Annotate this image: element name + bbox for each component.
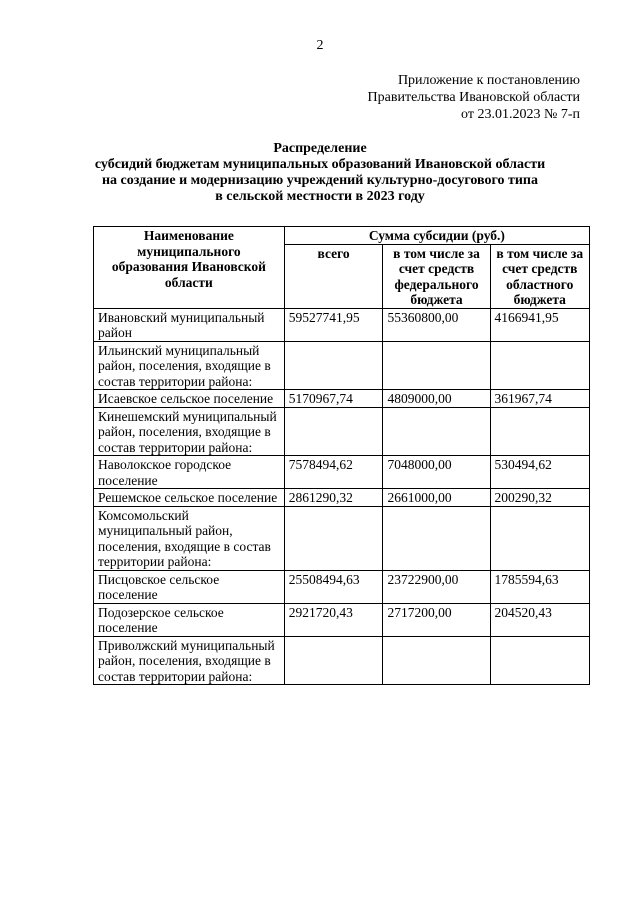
- cell-federal: [383, 506, 490, 570]
- cell-total: 2861290,32: [284, 489, 383, 507]
- cell-total: 7578494,62: [284, 456, 383, 489]
- appendix-reference: [368, 72, 580, 123]
- table-row: [94, 603, 590, 636]
- cell-regional: 530494,62: [490, 456, 589, 489]
- cell-regional: 4166941,95: [490, 308, 589, 341]
- appendix-line-2: Правительства Ивановской области: [367, 90, 580, 105]
- header-federal: в том числе за счет средств федерального бюджета: [383, 244, 490, 308]
- document-title: [60, 141, 580, 205]
- cell-name: Наволокское городское поселение: [94, 456, 285, 489]
- cell-total: [284, 407, 383, 456]
- title-line-2: субсидий бюджетам муниципальных образований Ивановской области: [94, 157, 546, 172]
- cell-federal: 7048000,00: [383, 456, 490, 489]
- cell-total: [284, 341, 383, 390]
- table-row: [94, 308, 590, 341]
- cell-regional: 361967,74: [490, 390, 589, 408]
- header-total: всего: [284, 244, 383, 308]
- table-row: [94, 341, 590, 390]
- appendix-line-3: от 23.01.2023 № 7-п: [461, 107, 580, 122]
- cell-total: 25508494,63: [284, 570, 383, 603]
- table-row: [94, 489, 590, 507]
- subsidy-table: [93, 226, 590, 685]
- cell-federal: [383, 407, 490, 456]
- cell-regional: [490, 407, 589, 456]
- cell-regional: 200290,32: [490, 489, 589, 507]
- cell-name: Приволжский муниципальный район, поселения, входящие в состав территории района:: [94, 636, 285, 685]
- cell-federal: 2661000,00: [383, 489, 490, 507]
- cell-federal: 23722900,00: [383, 570, 490, 603]
- cell-regional: [490, 341, 589, 390]
- cell-total: 59527741,95: [284, 308, 383, 341]
- table-row: [94, 570, 590, 603]
- cell-federal: [383, 636, 490, 685]
- table-row: [94, 407, 590, 456]
- cell-name: Исаевское сельское поселение: [94, 390, 285, 408]
- cell-name: Писцовское сельское поселение: [94, 570, 285, 603]
- cell-federal: [383, 341, 490, 390]
- table-row: [94, 506, 590, 570]
- cell-federal: 4809000,00: [383, 390, 490, 408]
- cell-total: 5170967,74: [284, 390, 383, 408]
- cell-federal: 2717200,00: [383, 603, 490, 636]
- cell-regional: 204520,43: [490, 603, 589, 636]
- cell-regional: [490, 636, 589, 685]
- page-number: 2: [316, 38, 324, 53]
- cell-name: Ивановский муниципальный район: [94, 308, 285, 341]
- table-row: [94, 390, 590, 408]
- header-sum-group: Сумма субсидии (руб.): [284, 227, 589, 245]
- cell-name: Ильинский муниципальный район, поселения, входящие в состав территории района:: [94, 341, 285, 390]
- appendix-line-1: Приложение к постановлению: [397, 73, 580, 88]
- cell-name: Комсомольский муниципальный район, поселения, входящие в состав территории района:: [94, 506, 285, 570]
- header-name: Наименование муниципального образования Ивановской области: [94, 227, 285, 309]
- cell-name: Подозерское сельское поселение: [94, 603, 285, 636]
- cell-name: Кинешемский муниципальный район, поселения, входящие в состав территории района:: [94, 407, 285, 456]
- title-line-4: в сельской местности в 2023 году: [215, 189, 425, 204]
- table-row: [94, 456, 590, 489]
- header-regional: в том числе за счет средств областного бюджета: [490, 244, 589, 308]
- cell-total: [284, 506, 383, 570]
- table-row: [94, 636, 590, 685]
- cell-regional: [490, 506, 589, 570]
- title-line-1: Распределение: [273, 141, 367, 156]
- cell-total: [284, 636, 383, 685]
- title-line-3: на создание и модернизацию учреждений культурно-досугового типа: [101, 173, 539, 188]
- cell-federal: 55360800,00: [383, 308, 490, 341]
- cell-total: 2921720,43: [284, 603, 383, 636]
- cell-name: Решемское сельское поселение: [94, 489, 285, 507]
- cell-regional: 1785594,63: [490, 570, 589, 603]
